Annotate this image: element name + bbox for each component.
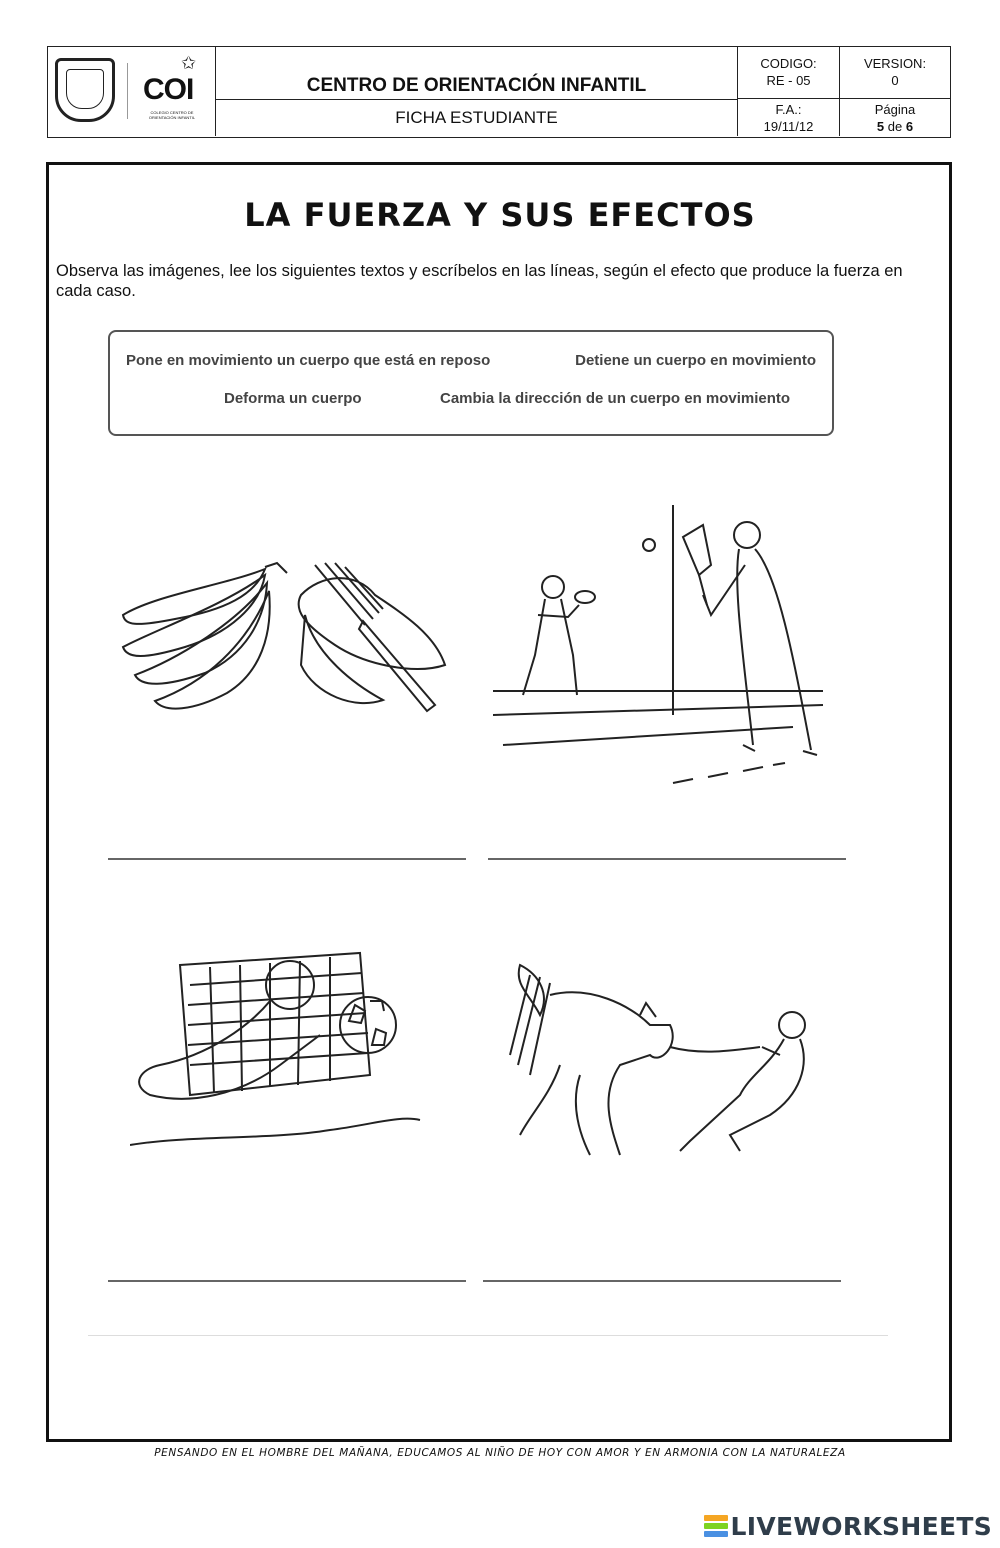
logo-subtext: COLEGIO CENTRO DE ORIENTACIÓN INFANTIL [148, 110, 196, 120]
answer-line-1[interactable] [108, 858, 466, 860]
logo-text: COI [143, 73, 194, 106]
title-cell [216, 47, 738, 136]
code-label: CODIGO: [760, 56, 817, 71]
word-bank-item[interactable]: Cambia la dirección de un cuerpo en movimiento [440, 390, 791, 407]
fa-label: F.A.: [775, 102, 802, 117]
brand-name: LIVEWORKSHEETS [730, 1512, 992, 1541]
bananas-fork-icon [115, 555, 465, 730]
version-cell [840, 47, 950, 136]
fa-value: 19/11/12 [763, 119, 814, 134]
divider [88, 1335, 888, 1336]
school-motto: PENSANDO EN EL HOMBRE DEL MAÑANA, EDUCAMOS AL NIÑO DE HOY CON AMOR Y EN ARMONIA CON LA NATURALEZA [154, 1447, 846, 1459]
form-type: FICHA ESTUDIANTE [395, 108, 558, 127]
page-of: de [887, 119, 903, 134]
instruction-text: Observa las imágenes, lee los siguientes textos y escríbelos en las líneas, según el efecto que produce la fuerza en cada caso. [56, 262, 903, 300]
goalkeeper-ball-icon [130, 945, 425, 1165]
answer-line-3[interactable] [108, 1280, 466, 1282]
version-block [840, 55, 950, 89]
word-bank-item[interactable]: Pone en movimiento un cuerpo que está en reposo [126, 352, 491, 369]
code-block [738, 55, 839, 89]
school-seal-icon [55, 58, 115, 122]
code-cell [738, 47, 840, 136]
institution-name: CENTRO DE ORIENTACIÓN INFANTIL [216, 47, 737, 100]
document-header [47, 46, 951, 138]
page-label: Página [874, 102, 916, 117]
word-bank [108, 330, 834, 436]
racquetball-players-icon [493, 505, 838, 795]
liveworksheets-icon [704, 1515, 728, 1539]
answer-line-2[interactable] [488, 858, 846, 860]
page-current: 5 [876, 119, 885, 134]
star-icon: ✩ [181, 53, 197, 73]
logo-cell [48, 47, 216, 136]
page-count [840, 118, 950, 135]
code-value: RE - 05 [766, 73, 811, 88]
version-label: VERSION: [863, 56, 927, 71]
answer-line-4[interactable] [483, 1280, 841, 1282]
word-bank-item[interactable]: Detiene un cuerpo en movimiento [575, 352, 816, 369]
fa-block [738, 101, 839, 135]
version-value: 0 [891, 73, 899, 88]
liveworksheets-logo [704, 1512, 992, 1541]
page-block [840, 101, 950, 135]
boy-pulling-donkey-icon [500, 955, 830, 1165]
worksheet-title: LA FUERZA Y SUS EFECTOS [244, 196, 756, 234]
word-bank-item[interactable]: Deforma un cuerpo [224, 390, 362, 407]
page-total: 6 [905, 119, 914, 134]
